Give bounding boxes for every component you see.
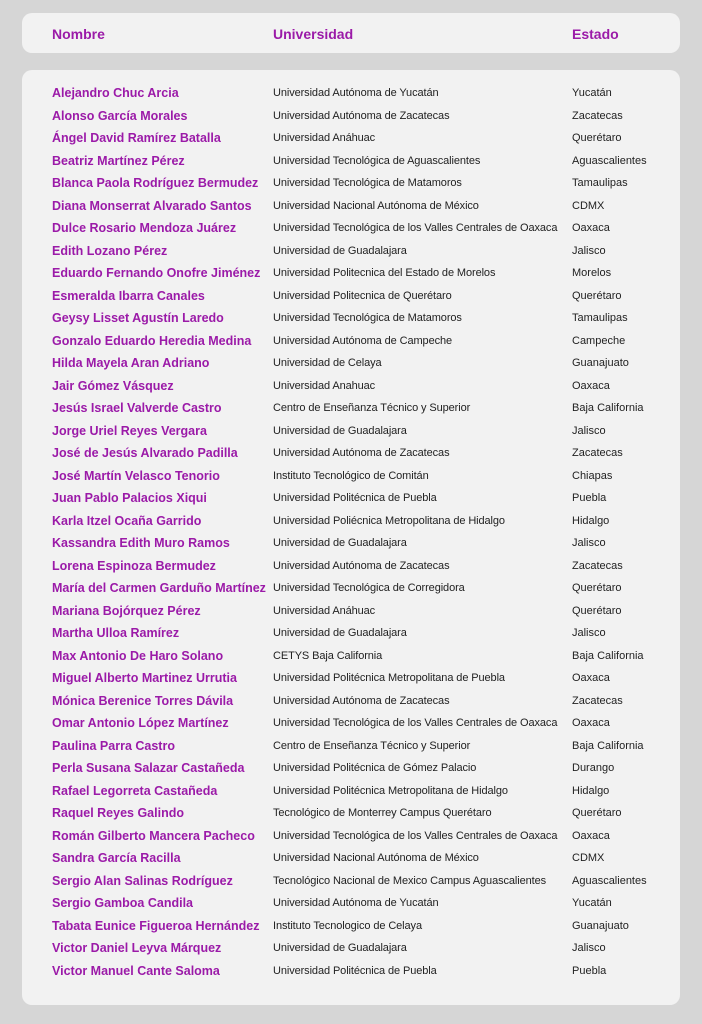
row-university: Universidad Politécnica Metropolitana de Puebla bbox=[273, 672, 505, 684]
row-name: Esmeralda Ibarra Canales bbox=[52, 288, 205, 303]
row-university: Universidad de Guadalajara bbox=[273, 627, 407, 639]
row-state: Hidalgo bbox=[572, 784, 610, 797]
row-name: María del Carmen Garduño Martínez bbox=[52, 581, 266, 595]
table-row bbox=[22, 555, 680, 578]
row-state: Querétaro bbox=[572, 807, 622, 819]
row-name: Mónica Berenice Torres Dávila bbox=[52, 693, 234, 708]
row-university: Universidad Politécnica Metropolitana de Hidalgo bbox=[273, 784, 508, 797]
row-name: Jair Gómez Vásquez bbox=[52, 378, 174, 393]
row-name: Román Gilberto Mancera Pacheco bbox=[52, 828, 255, 843]
table-row bbox=[22, 330, 680, 353]
row-state: Campeche bbox=[572, 334, 626, 347]
row-name: Max Antonio De Haro Solano bbox=[52, 648, 224, 663]
row-university: Universidad de Guadalajara bbox=[273, 424, 407, 437]
row-name: Kassandra Edith Muro Ramos bbox=[52, 536, 230, 550]
table-row bbox=[22, 127, 680, 150]
row-name: Hilda Mayela Aran Adriano bbox=[52, 356, 210, 370]
row-name: Paulina Parra Castro bbox=[52, 738, 175, 753]
row-university: Universidad Anáhuac bbox=[273, 604, 376, 617]
row-name: Lorena Espinoza Bermudez bbox=[52, 558, 216, 573]
table-row bbox=[22, 825, 680, 848]
row-name: Sergio Alan Salinas Rodríguez bbox=[52, 873, 233, 888]
table-row bbox=[22, 465, 680, 488]
row-university: Universidad de Guadalajara bbox=[273, 942, 407, 954]
row-state: Aguascalientes bbox=[572, 874, 647, 887]
table-row bbox=[22, 622, 680, 645]
row-state: Guanajuato bbox=[572, 919, 629, 932]
table-row bbox=[22, 600, 680, 623]
row-state: Jalisco bbox=[572, 942, 606, 954]
row-name: Juan Pablo Palacios Xiqui bbox=[52, 491, 207, 505]
table-row bbox=[22, 960, 680, 983]
row-university: Universidad Autónoma de Zacatecas bbox=[273, 447, 450, 459]
row-state: CDMX bbox=[572, 199, 605, 212]
row-state: Baja California bbox=[572, 739, 644, 752]
row-name: Edith Lozano Pérez bbox=[52, 243, 168, 258]
row-name: Diana Monserrat Alvarado Santos bbox=[52, 198, 252, 213]
row-name: Perla Susana Salazar Castañeda bbox=[52, 761, 245, 775]
row-name: Dulce Rosario Mendoza Juárez bbox=[52, 221, 237, 235]
row-state: Oaxaca bbox=[572, 222, 610, 234]
row-university: Universidad Tecnológica de los Valles Centrales de Oaxaca bbox=[273, 829, 558, 842]
table-row bbox=[22, 172, 680, 195]
table-row bbox=[22, 532, 680, 555]
row-name: Geysy Lisset Agustín Laredo bbox=[52, 311, 224, 325]
table-body bbox=[22, 70, 680, 1005]
table-row bbox=[22, 217, 680, 240]
table-row bbox=[22, 937, 680, 960]
table-row bbox=[22, 375, 680, 398]
row-university: Universidad Nacional Autónoma de México bbox=[273, 852, 479, 864]
column-header-name: Nombre bbox=[52, 26, 105, 42]
row-university: Universidad Poliécnica Metropolitana de Hidalgo bbox=[273, 514, 505, 527]
row-name: Karla Itzel Ocaña Garrido bbox=[52, 513, 202, 528]
row-name: Blanca Paola Rodríguez Bermudez bbox=[52, 176, 259, 190]
row-university: Universidad de Guadalajara bbox=[273, 537, 407, 549]
row-university: Instituto Tecnológico de Comitán bbox=[273, 469, 429, 482]
row-state: Zacatecas bbox=[572, 559, 623, 572]
row-state: Yucatán bbox=[572, 87, 612, 99]
table-row bbox=[22, 442, 680, 465]
table-row bbox=[22, 307, 680, 330]
row-university: Universidad Autónoma de Campeche bbox=[273, 334, 453, 347]
row-state: Tamaulipas bbox=[572, 177, 628, 189]
row-university: Universidad Tecnológica de los Valles Centrales de Oaxaca bbox=[273, 717, 558, 729]
row-name: Mariana Bojórquez Pérez bbox=[52, 603, 201, 618]
row-university: Tecnológico de Monterrey Campus Querétaro bbox=[273, 807, 492, 819]
table-row bbox=[22, 150, 680, 173]
row-name: Eduardo Fernando Onofre Jiménez bbox=[52, 266, 261, 280]
row-name: Beatriz Martínez Pérez bbox=[52, 153, 185, 168]
row-name: Alonso García Morales bbox=[52, 108, 188, 123]
row-name: Gonzalo Eduardo Heredia Medina bbox=[52, 333, 252, 348]
table-row bbox=[22, 712, 680, 735]
row-university: Universidad Politécnica de Gómez Palacio bbox=[273, 762, 477, 774]
table-row bbox=[22, 735, 680, 758]
row-state: Querétaro bbox=[572, 289, 622, 302]
table-header bbox=[22, 13, 680, 53]
row-state: Querétaro bbox=[572, 132, 622, 144]
table-row bbox=[22, 510, 680, 533]
row-name: Miguel Alberto Martinez Urrutia bbox=[52, 671, 237, 685]
row-university: Universidad Autónoma de Zacatecas bbox=[273, 694, 450, 707]
row-university: Universidad Anahuac bbox=[273, 379, 376, 392]
row-university: Universidad Autónoma de Zacatecas bbox=[273, 109, 450, 122]
row-name: Raquel Reyes Galindo bbox=[52, 806, 184, 820]
table-row bbox=[22, 802, 680, 825]
row-university: Universidad Anáhuac bbox=[273, 132, 376, 144]
row-name: Omar Antonio López Martínez bbox=[52, 716, 229, 730]
row-university: Universidad Politecnica del Estado de Morelos bbox=[273, 267, 496, 279]
table-row bbox=[22, 240, 680, 263]
row-university: Universidad Tecnológica de Aguascalientes bbox=[273, 154, 481, 167]
row-state: Hidalgo bbox=[572, 514, 610, 527]
row-university: CETYS Baja California bbox=[273, 649, 383, 662]
row-university: Universidad Tecnológica de Matamoros bbox=[273, 177, 462, 189]
row-state: Jalisco bbox=[572, 627, 606, 639]
row-state: Oaxaca bbox=[572, 672, 610, 684]
row-state: Guanajuato bbox=[572, 357, 629, 369]
row-university: Universidad de Celaya bbox=[273, 357, 382, 369]
row-name: Victor Manuel Cante Saloma bbox=[52, 963, 220, 978]
row-university: Universidad Politécnica de Puebla bbox=[273, 492, 437, 504]
table-row bbox=[22, 352, 680, 375]
row-name: Rafael Legorreta Castañeda bbox=[52, 783, 218, 798]
column-header-state: Estado bbox=[572, 26, 619, 42]
row-state: Chiapas bbox=[572, 469, 613, 482]
table-row bbox=[22, 892, 680, 915]
row-university: Instituto Tecnologico de Celaya bbox=[273, 919, 422, 932]
row-state: Jalisco bbox=[572, 244, 606, 257]
row-university: Universidad de Guadalajara bbox=[273, 244, 407, 257]
table-row bbox=[22, 847, 680, 870]
table-row bbox=[22, 262, 680, 285]
row-state: Zacatecas bbox=[572, 447, 623, 459]
row-state: Baja California bbox=[572, 402, 644, 414]
row-state: Aguascalientes bbox=[572, 154, 647, 167]
table-row bbox=[22, 82, 680, 105]
row-name: Alejandro Chuc Arcia bbox=[52, 86, 179, 100]
row-state: Jalisco bbox=[572, 537, 606, 549]
row-state: Jalisco bbox=[572, 424, 606, 437]
row-university: Universidad Tecnológica de Corregidora bbox=[273, 582, 465, 594]
row-university: Universidad Politecnica de Querétaro bbox=[273, 289, 452, 302]
column-header-university: Universidad bbox=[273, 26, 354, 42]
table-row bbox=[22, 667, 680, 690]
table-row bbox=[22, 577, 680, 600]
row-name: Ángel David Ramírez Batalla bbox=[52, 131, 221, 145]
table-row bbox=[22, 195, 680, 218]
table-row bbox=[22, 105, 680, 128]
row-state: Zacatecas bbox=[572, 109, 623, 122]
row-university: Universidad Politécnica de Puebla bbox=[273, 964, 437, 977]
row-name: Sandra García Racilla bbox=[52, 851, 181, 865]
table-row bbox=[22, 690, 680, 713]
row-state: Querétaro bbox=[572, 582, 622, 594]
table-row bbox=[22, 420, 680, 443]
row-name: José Martín Velasco Tenorio bbox=[52, 468, 220, 483]
row-university: Universidad Autónoma de Yucatán bbox=[273, 87, 439, 99]
table-row bbox=[22, 285, 680, 308]
row-state: Durango bbox=[572, 762, 615, 774]
row-name: Victor Daniel Leyva Márquez bbox=[52, 941, 222, 955]
table-row bbox=[22, 397, 680, 420]
row-state: Baja California bbox=[572, 649, 644, 662]
row-state: CDMX bbox=[572, 852, 605, 864]
row-name: Martha Ulloa Ramírez bbox=[52, 626, 180, 640]
row-state: Oaxaca bbox=[572, 717, 610, 729]
row-university: Universidad Tecnológica de los Valles Centrales de Oaxaca bbox=[273, 222, 558, 234]
row-name: Sergio Gamboa Candila bbox=[52, 896, 194, 910]
row-state: Oaxaca bbox=[572, 379, 610, 392]
row-state: Zacatecas bbox=[572, 694, 623, 707]
row-university: Centro de Enseñanza Técnico y Superior bbox=[273, 402, 471, 414]
table-rows bbox=[22, 82, 680, 982]
row-state: Querétaro bbox=[572, 604, 622, 617]
row-state: Puebla bbox=[572, 964, 607, 977]
table-row bbox=[22, 780, 680, 803]
row-name: José de Jesús Alvarado Padilla bbox=[52, 446, 238, 460]
row-state: Morelos bbox=[572, 267, 612, 279]
row-state: Puebla bbox=[572, 492, 607, 504]
row-university: Universidad Nacional Autónoma de México bbox=[273, 199, 479, 212]
row-name: Jorge Uriel Reyes Vergara bbox=[52, 423, 207, 438]
table-row bbox=[22, 645, 680, 668]
row-state: Tamaulipas bbox=[572, 312, 628, 324]
table-row bbox=[22, 870, 680, 893]
row-university: Centro de Enseñanza Técnico y Superior bbox=[273, 739, 471, 752]
row-university: Universidad Tecnológica de Matamoros bbox=[273, 312, 462, 324]
row-university: Tecnológico Nacional de Mexico Campus Aguascalientes bbox=[273, 874, 547, 887]
row-name: Tabata Eunice Figueroa Hernández bbox=[52, 918, 260, 933]
table-row bbox=[22, 757, 680, 780]
row-university: Universidad Autónoma de Yucatán bbox=[273, 897, 439, 909]
row-name: Jesús Israel Valverde Castro bbox=[52, 401, 222, 415]
row-state: Oaxaca bbox=[572, 829, 610, 842]
table-row bbox=[22, 487, 680, 510]
row-state: Yucatán bbox=[572, 897, 612, 909]
row-university: Universidad Autónoma de Zacatecas bbox=[273, 559, 450, 572]
table-row bbox=[22, 915, 680, 938]
